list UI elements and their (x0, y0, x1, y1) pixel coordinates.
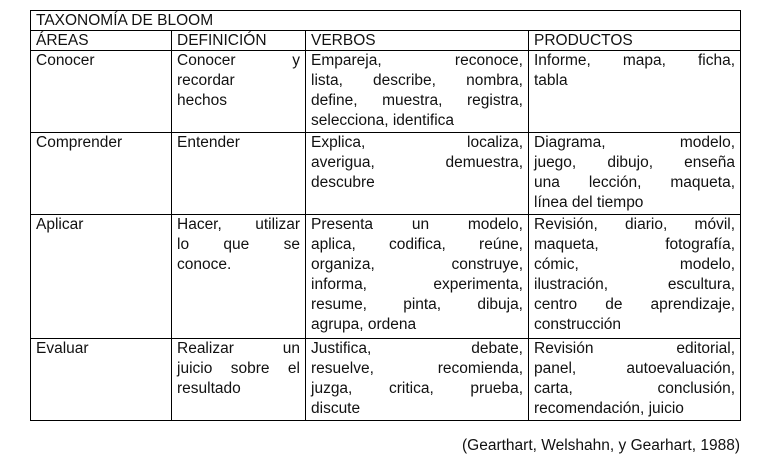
verbos-line: organiza, construye, (311, 256, 523, 273)
cell-verbos (306, 215, 529, 339)
verbos-line: resuelve, recomienda, (311, 360, 523, 377)
verbos-line: Explica, localiza, (311, 134, 523, 151)
verbos-line: resume, pinta, dibuja, (311, 296, 523, 313)
table-title-row (31, 11, 741, 31)
cell-verbos (306, 339, 529, 421)
header-areas: ÁREAS (31, 31, 172, 51)
productos-line: tabla (534, 72, 568, 89)
productos-line: centro de aprendizaje, (534, 296, 736, 313)
productos-line: una lección, maqueta, (534, 174, 736, 191)
verbos-line: aplica, codifica, reúne, (311, 236, 523, 253)
cell-area: Conocer (31, 51, 172, 133)
verbos-line: descubre (311, 174, 375, 191)
bloom-taxonomy-table (30, 10, 741, 421)
cell-definicion (172, 133, 306, 215)
definicion-line: resultado (177, 380, 241, 397)
productos-line: recomendación, juicio (534, 400, 684, 417)
productos-line: línea del tiempo (534, 194, 644, 211)
document (30, 10, 740, 454)
definicion-line: Realizar un (177, 340, 300, 357)
cell-productos (529, 215, 741, 339)
table-header-row (31, 31, 741, 51)
header-verbos: VERBOS (306, 31, 529, 51)
cell-verbos (306, 51, 529, 133)
definicion-line: hechos (177, 92, 227, 109)
productos-line: maqueta, fotografía, (534, 236, 736, 253)
definicion-line: Hacer, utilizar (177, 216, 300, 233)
cell-area: Aplicar (31, 215, 172, 339)
productos-line: ilustración, escultura, (534, 276, 736, 293)
verbos-line: Justifica, debate, (311, 340, 523, 357)
productos-line: construcción (534, 316, 622, 333)
verbos-line: selecciona, identifica (311, 112, 455, 129)
verbos-line: juzga, critica, prueba, (311, 380, 523, 397)
productos-line: Informe, mapa, ficha, (534, 52, 736, 69)
verbos-line: agrupa, ordena (311, 316, 417, 333)
definicion-line: juicio sobre el (177, 360, 300, 377)
verbos-line: Presenta un modelo, (311, 216, 523, 233)
cell-definicion (172, 339, 306, 421)
definicion-line: conoce. (177, 256, 232, 273)
productos-line: carta, conclusión, (534, 380, 736, 397)
definicion-line: lo que se (177, 236, 300, 253)
cell-area: Evaluar (31, 339, 172, 421)
verbos-line: averigua, demuestra, (311, 154, 523, 171)
definicion-line: Conocer y (177, 52, 300, 69)
header-productos: PRODUCTOS (529, 31, 741, 51)
cell-verbos (306, 133, 529, 215)
verbos-line: informa, experimenta, (311, 276, 523, 293)
cell-area: Comprender (31, 133, 172, 215)
productos-line: panel, autoevaluación, (534, 360, 736, 377)
definicion-line: recordar (177, 72, 235, 89)
productos-line: juego, dibujo, enseña (534, 154, 736, 171)
productos-line: Revisión, diario, móvil, (534, 216, 736, 233)
verbos-line: discute (311, 400, 361, 417)
table-row (31, 339, 741, 421)
verbos-line: Empareja, reconoce, (311, 52, 523, 69)
cell-definicion (172, 51, 306, 133)
cell-productos (529, 51, 741, 133)
cell-productos (529, 339, 741, 421)
verbos-line: lista, describe, nombra, (311, 72, 523, 89)
table-row (31, 215, 741, 339)
header-definicion: DEFINICIÓN (172, 31, 306, 51)
productos-line: Revisión editorial, (534, 340, 736, 357)
table-row (31, 51, 741, 133)
table-row (31, 133, 741, 215)
source-citation: (Gearthart, Welshahn, y Gearhart, 1988) (462, 437, 740, 454)
productos-line: cómic, modelo, (534, 256, 736, 273)
cell-definicion (172, 215, 306, 339)
productos-line: Diagrama, modelo, (534, 134, 736, 151)
cell-productos (529, 133, 741, 215)
table-title: TAXONOMÍA DE BLOOM (31, 11, 741, 31)
definicion-line: Entender (177, 134, 240, 151)
verbos-line: define, muestra, registra, (311, 92, 523, 109)
